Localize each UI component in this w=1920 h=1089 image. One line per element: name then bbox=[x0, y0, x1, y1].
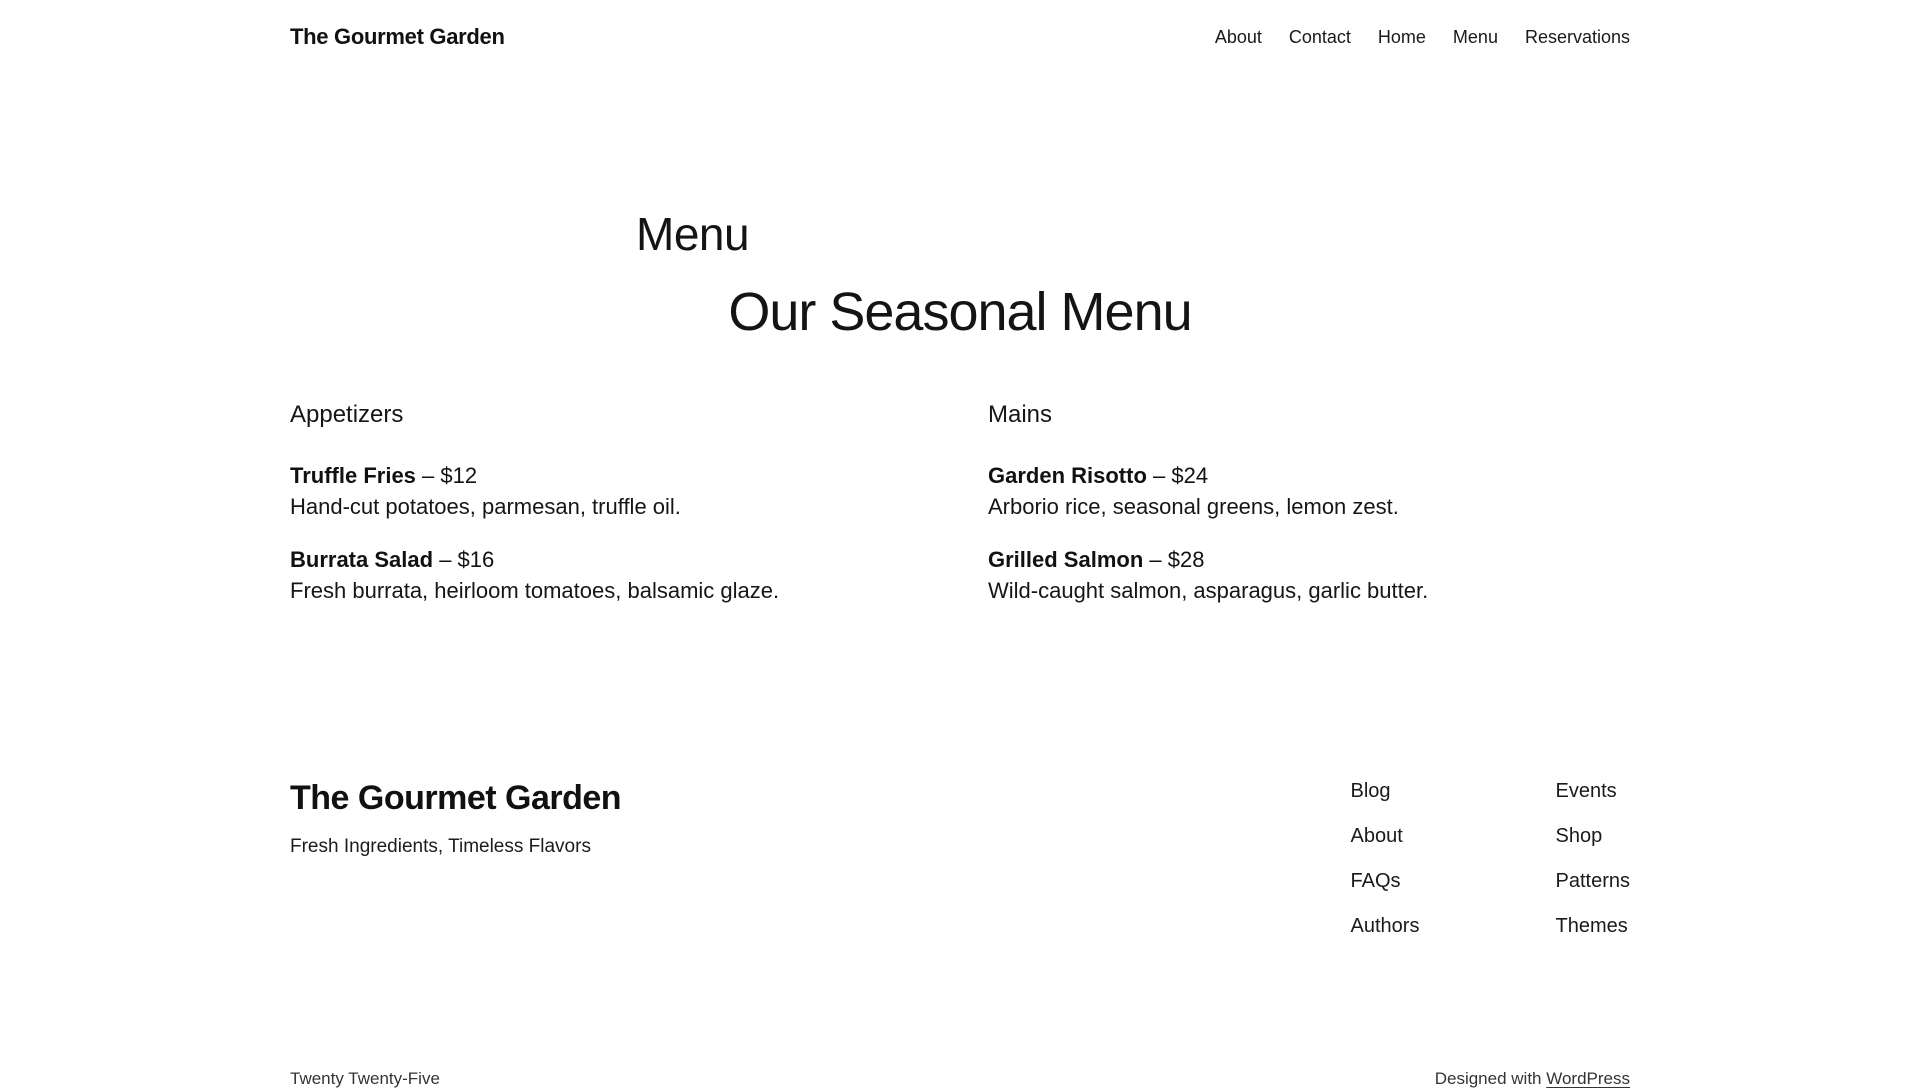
site-title-link[interactable]: The Gourmet Garden bbox=[290, 24, 505, 49]
footer-brand-block bbox=[290, 776, 621, 858]
menu-item-price: – $12 bbox=[422, 462, 478, 488]
menu-item bbox=[988, 544, 1630, 606]
menu-column-heading: Mains bbox=[988, 400, 1053, 428]
footer-tagline: Fresh Ingredients, Timeless Flavors bbox=[290, 835, 591, 857]
menu-item-name: Grilled Salmon bbox=[988, 546, 1144, 572]
site-footer bbox=[290, 776, 1630, 1089]
menu-item-name: Burrata Salad bbox=[290, 546, 434, 572]
page-title: Menu bbox=[636, 208, 750, 260]
menu-item-description: Arborio rice, seasonal greens, lemon zest. bbox=[988, 493, 1399, 519]
menu-grid bbox=[290, 401, 1630, 628]
menu-column-heading: Appetizers bbox=[290, 400, 404, 428]
menu-item-line bbox=[290, 460, 932, 491]
footer-link-about[interactable]: About bbox=[1350, 824, 1403, 847]
footer-link-themes[interactable]: Themes bbox=[1555, 914, 1628, 937]
footer-main bbox=[290, 776, 1630, 956]
footer-link-events[interactable]: Events bbox=[1555, 779, 1617, 802]
footer-bottom bbox=[290, 1069, 1630, 1089]
menu-item bbox=[290, 544, 932, 606]
menu-item-line bbox=[290, 544, 932, 575]
nav-item-reservations[interactable]: Reservations bbox=[1524, 26, 1630, 47]
page-title-block bbox=[636, 208, 1284, 261]
theme-name: Twenty Twenty-Five bbox=[290, 1068, 440, 1088]
menu-item-price: – $24 bbox=[1153, 462, 1209, 488]
menu-column-appetizers bbox=[290, 401, 932, 628]
menu-item-description: Hand-cut potatoes, parmesan, truffle oil. bbox=[290, 493, 681, 519]
nav-item-contact[interactable]: Contact bbox=[1288, 26, 1351, 47]
section-title: Our Seasonal Menu bbox=[728, 281, 1192, 342]
footer-links-column-2 bbox=[1556, 776, 1630, 956]
main-content bbox=[290, 208, 1630, 628]
footer-link-shop[interactable]: Shop bbox=[1555, 824, 1603, 847]
menu-item-description: Wild-caught salmon, asparagus, garlic butter. bbox=[988, 577, 1429, 603]
footer-brand: The Gourmet Garden bbox=[290, 778, 622, 817]
menu-item bbox=[290, 460, 932, 522]
footer-link-faqs[interactable]: FAQs bbox=[1350, 869, 1401, 892]
menu-item-price: – $16 bbox=[439, 546, 495, 572]
footer-link-patterns[interactable]: Patterns bbox=[1555, 869, 1630, 892]
nav-item-home[interactable]: Home bbox=[1377, 26, 1426, 47]
footer-links-column-1 bbox=[1351, 776, 1556, 956]
menu-item-name: Truffle Fries bbox=[290, 462, 416, 488]
menu-item-line bbox=[988, 460, 1630, 491]
nav-item-menu[interactable]: Menu bbox=[1452, 26, 1498, 47]
nav-item-about[interactable]: About bbox=[1214, 26, 1262, 47]
footer-credit bbox=[1435, 1069, 1630, 1089]
primary-nav bbox=[1215, 27, 1630, 48]
footer-credit-prefix: Designed with bbox=[1434, 1068, 1547, 1088]
menu-item bbox=[988, 460, 1630, 522]
menu-column-mains bbox=[988, 401, 1630, 628]
footer-links bbox=[1351, 776, 1630, 956]
menu-item-price: – $28 bbox=[1149, 546, 1205, 572]
menu-item-line bbox=[988, 544, 1630, 575]
wordpress-link[interactable]: WordPress bbox=[1546, 1068, 1630, 1088]
footer-link-authors[interactable]: Authors bbox=[1350, 914, 1420, 937]
menu-item-name: Garden Risotto bbox=[988, 462, 1147, 488]
menu-item-description: Fresh burrata, heirloom tomatoes, balsamic glaze. bbox=[290, 577, 780, 603]
site-header bbox=[290, 0, 1630, 50]
footer-link-blog[interactable]: Blog bbox=[1350, 779, 1391, 802]
